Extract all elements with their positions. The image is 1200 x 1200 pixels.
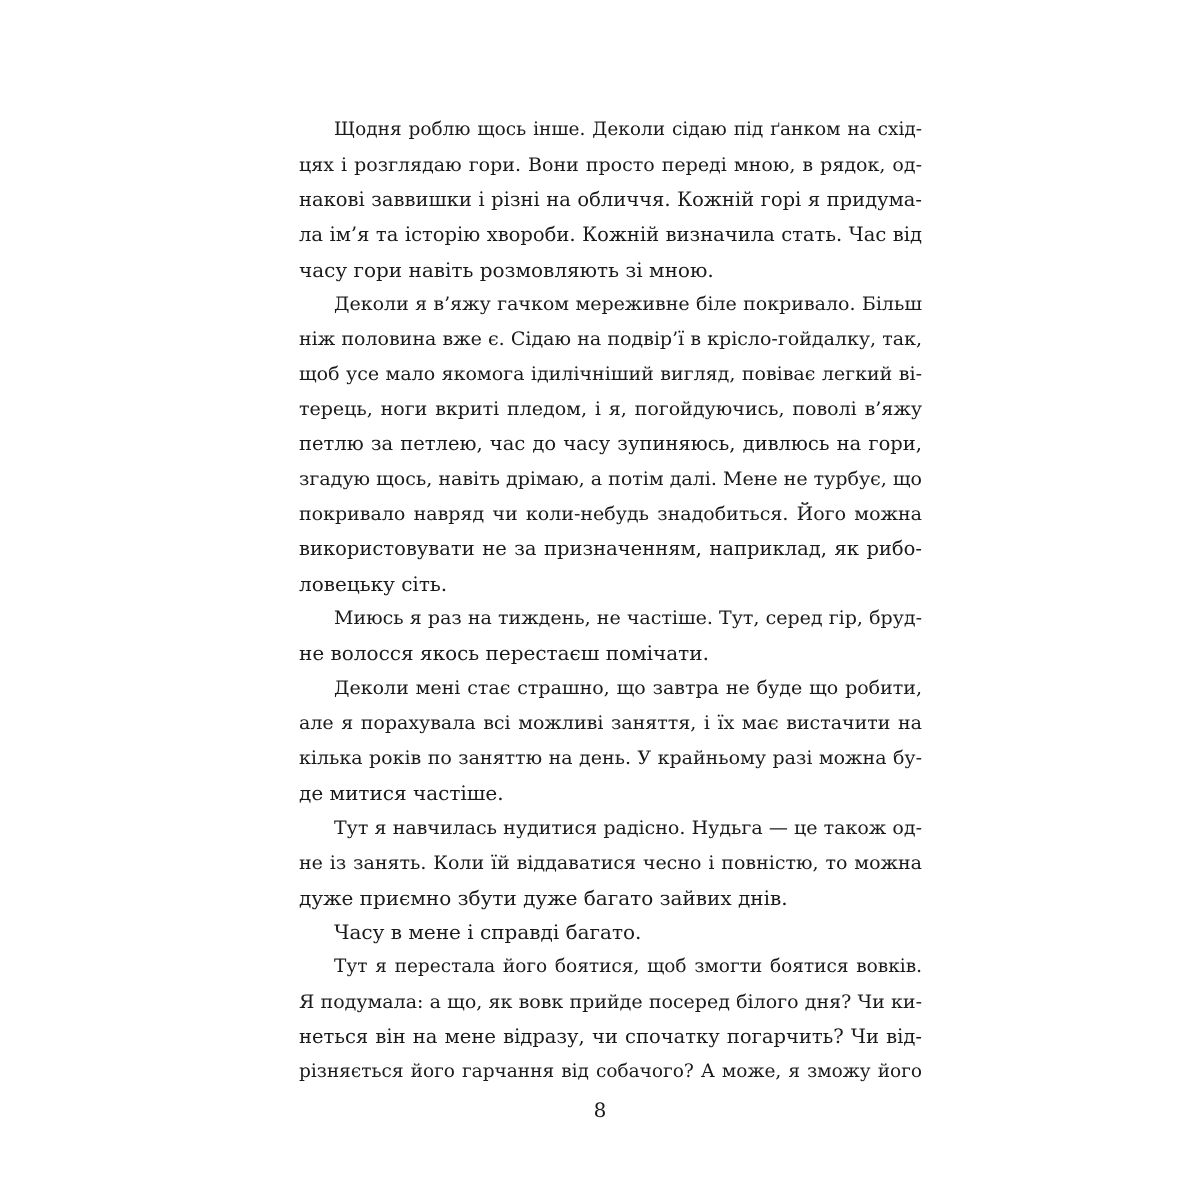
text-line: накові заввишки і різні на обличчя. Кожній горі я придума-	[299, 187, 922, 211]
text-line: дуже приємно збути дуже багато зайвих днів.	[299, 885, 788, 910]
text-line: щоб усе мало якомога ідилічніший вигляд, повіває легкий ві-	[299, 363, 922, 386]
text-line: неться він на мене відразу, чи спочатку погарчить? Чи від-	[299, 1025, 922, 1049]
text-line: використовувати не за призначенням, наприклад, як рибо-	[299, 536, 922, 560]
text-line: часу гори навіть розмовляють зі мною.	[299, 257, 714, 282]
text-line: не волосся якось перестаєш помічати.	[299, 641, 709, 666]
text-line: різняється його гарчання від собачого? А може, я зможу його	[299, 1061, 922, 1083]
text-line: Деколи я в’яжу гачком мереживне біле покривало. Більш	[334, 293, 922, 316]
text-line: Тут я перестала його боятися, щоб змогти боятися вовків.	[334, 956, 922, 978]
text-line: цях і розглядаю гори. Вони просто переді мною, в рядок, од-	[299, 153, 922, 176]
text-line: петлю за петлею, час до часу зупиняюсь, дивлюсь на гори,	[299, 432, 922, 456]
text-line: не із занять. Коли їй віддаватися чесно і повністю, то можна	[299, 851, 922, 874]
text-line: де митися частіше.	[299, 780, 504, 805]
text-line: терець, ноги вкриті пледом, і я, погойдуючись, поволі в’яжу	[299, 398, 922, 421]
text-line: Часу в мене і справді багато.	[334, 920, 642, 945]
text-line: згадую щось, навіть дрімаю, а потім далі. Мене не турбує, що	[299, 467, 922, 490]
body-text	[299, 113, 922, 1090]
text-line: ла ім’я та історію хвороби. Кожній визначила стать. Час від	[299, 222, 922, 246]
text-line: Миюсь я раз на тиждень, не частіше. Тут, серед гір, бруд-	[334, 607, 922, 630]
text-line: ніж половина вже є. Сідаю на подвір’ї в крісло-гойдалку, так,	[299, 328, 922, 351]
text-line: покривало навряд чи коли-небудь знадобиться. Його можна	[299, 502, 922, 525]
text-line: Я подумала: а що, як вовк прийде посеред білого дня? Чи ки-	[299, 991, 922, 1014]
text-line: Деколи мені стає страшно, що завтра не буде що робити,	[334, 677, 922, 700]
text-line: Тут я навчилась нудитися радісно. Нудьга — це також од-	[334, 816, 922, 839]
page-number: 8	[593, 1098, 607, 1122]
text-line: але я порахувала всі можливі заняття, і їх має вистачити на	[299, 712, 922, 735]
text-line: кілька років по заняттю на день. У крайньому разі можна бу-	[299, 747, 922, 770]
text-line: ловецьку сіть.	[299, 571, 448, 596]
text-line: Щодня роблю щось інше. Деколи сідаю під ґанком на схід-	[334, 119, 922, 140]
